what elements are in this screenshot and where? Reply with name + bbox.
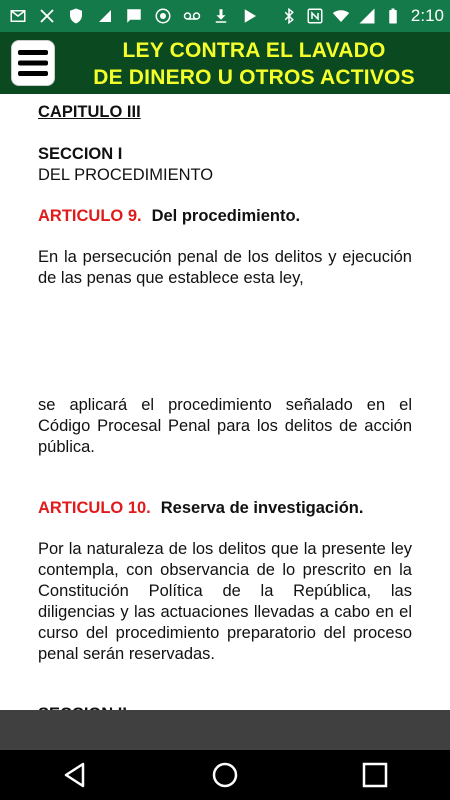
mail-icon xyxy=(8,6,28,26)
article-10-title: Reserva de investigación. xyxy=(160,499,364,517)
shield-icon xyxy=(66,6,86,26)
no-mobile-data-icon xyxy=(37,6,57,26)
status-bar xyxy=(0,0,450,32)
play-store-icon xyxy=(240,6,260,26)
wifi-icon xyxy=(331,6,351,26)
clock: 2:10 xyxy=(410,6,444,25)
article-10-heading xyxy=(38,498,412,519)
download-icon xyxy=(211,6,231,26)
chapter-title: CAPITULO III xyxy=(38,103,141,121)
navigation-bar xyxy=(0,750,450,800)
home-button[interactable] xyxy=(195,750,255,800)
notification-icon xyxy=(95,6,115,26)
app-title-line2: DE DINERO U OTROS ACTIVOS xyxy=(93,66,415,89)
bottom-banner xyxy=(0,710,450,750)
app-title-line1: LEY CONTRA EL LAVADO xyxy=(122,39,386,62)
app-title xyxy=(64,35,444,93)
status-icons-left xyxy=(8,0,260,32)
hamburger-icon xyxy=(17,48,49,78)
article-9-paragraph-1: En la persecución penal de los delitos y ejecución de las penas que establece esta ley, xyxy=(38,248,412,287)
back-button[interactable] xyxy=(45,750,105,800)
section-title: SECCION I xyxy=(38,145,123,163)
signal-icon xyxy=(357,6,377,26)
bluetooth-icon xyxy=(279,6,299,26)
article-9-title: Del procedimiento. xyxy=(151,207,301,225)
menu-button[interactable] xyxy=(11,40,55,86)
status-icons-right xyxy=(279,0,444,32)
app-header xyxy=(0,32,450,94)
radio-icon xyxy=(153,6,173,26)
article-10-paragraph-1: Por la naturaleza de los delitos que la presente ley contempla, con observancia de lo prescrito en la Constitución Política de la República, las diligencias y las actuaciones llevadas a cabo en el curso del procedimiento preparatorio del proceso penal serán reservadas. xyxy=(38,540,412,663)
section-subtitle: DEL PROCEDIMIENTO xyxy=(38,166,214,184)
article-10-number: ARTICULO 10. xyxy=(38,499,151,517)
voicemail-icon xyxy=(182,6,202,26)
article-9-number: ARTICULO 9. xyxy=(38,207,142,225)
message-icon xyxy=(124,6,144,26)
nfc-icon xyxy=(305,6,325,26)
document-content[interactable] xyxy=(0,94,450,710)
battery-icon xyxy=(383,6,403,26)
home-icon xyxy=(211,761,239,789)
recents-button[interactable] xyxy=(345,750,405,800)
article-9-heading xyxy=(38,206,412,227)
recents-icon xyxy=(361,761,389,789)
back-icon xyxy=(61,761,89,789)
article-9-paragraph-2: se aplicará el procedimiento señalado en el Código Procesal Penal para los delitos de acción pública. xyxy=(38,396,412,456)
